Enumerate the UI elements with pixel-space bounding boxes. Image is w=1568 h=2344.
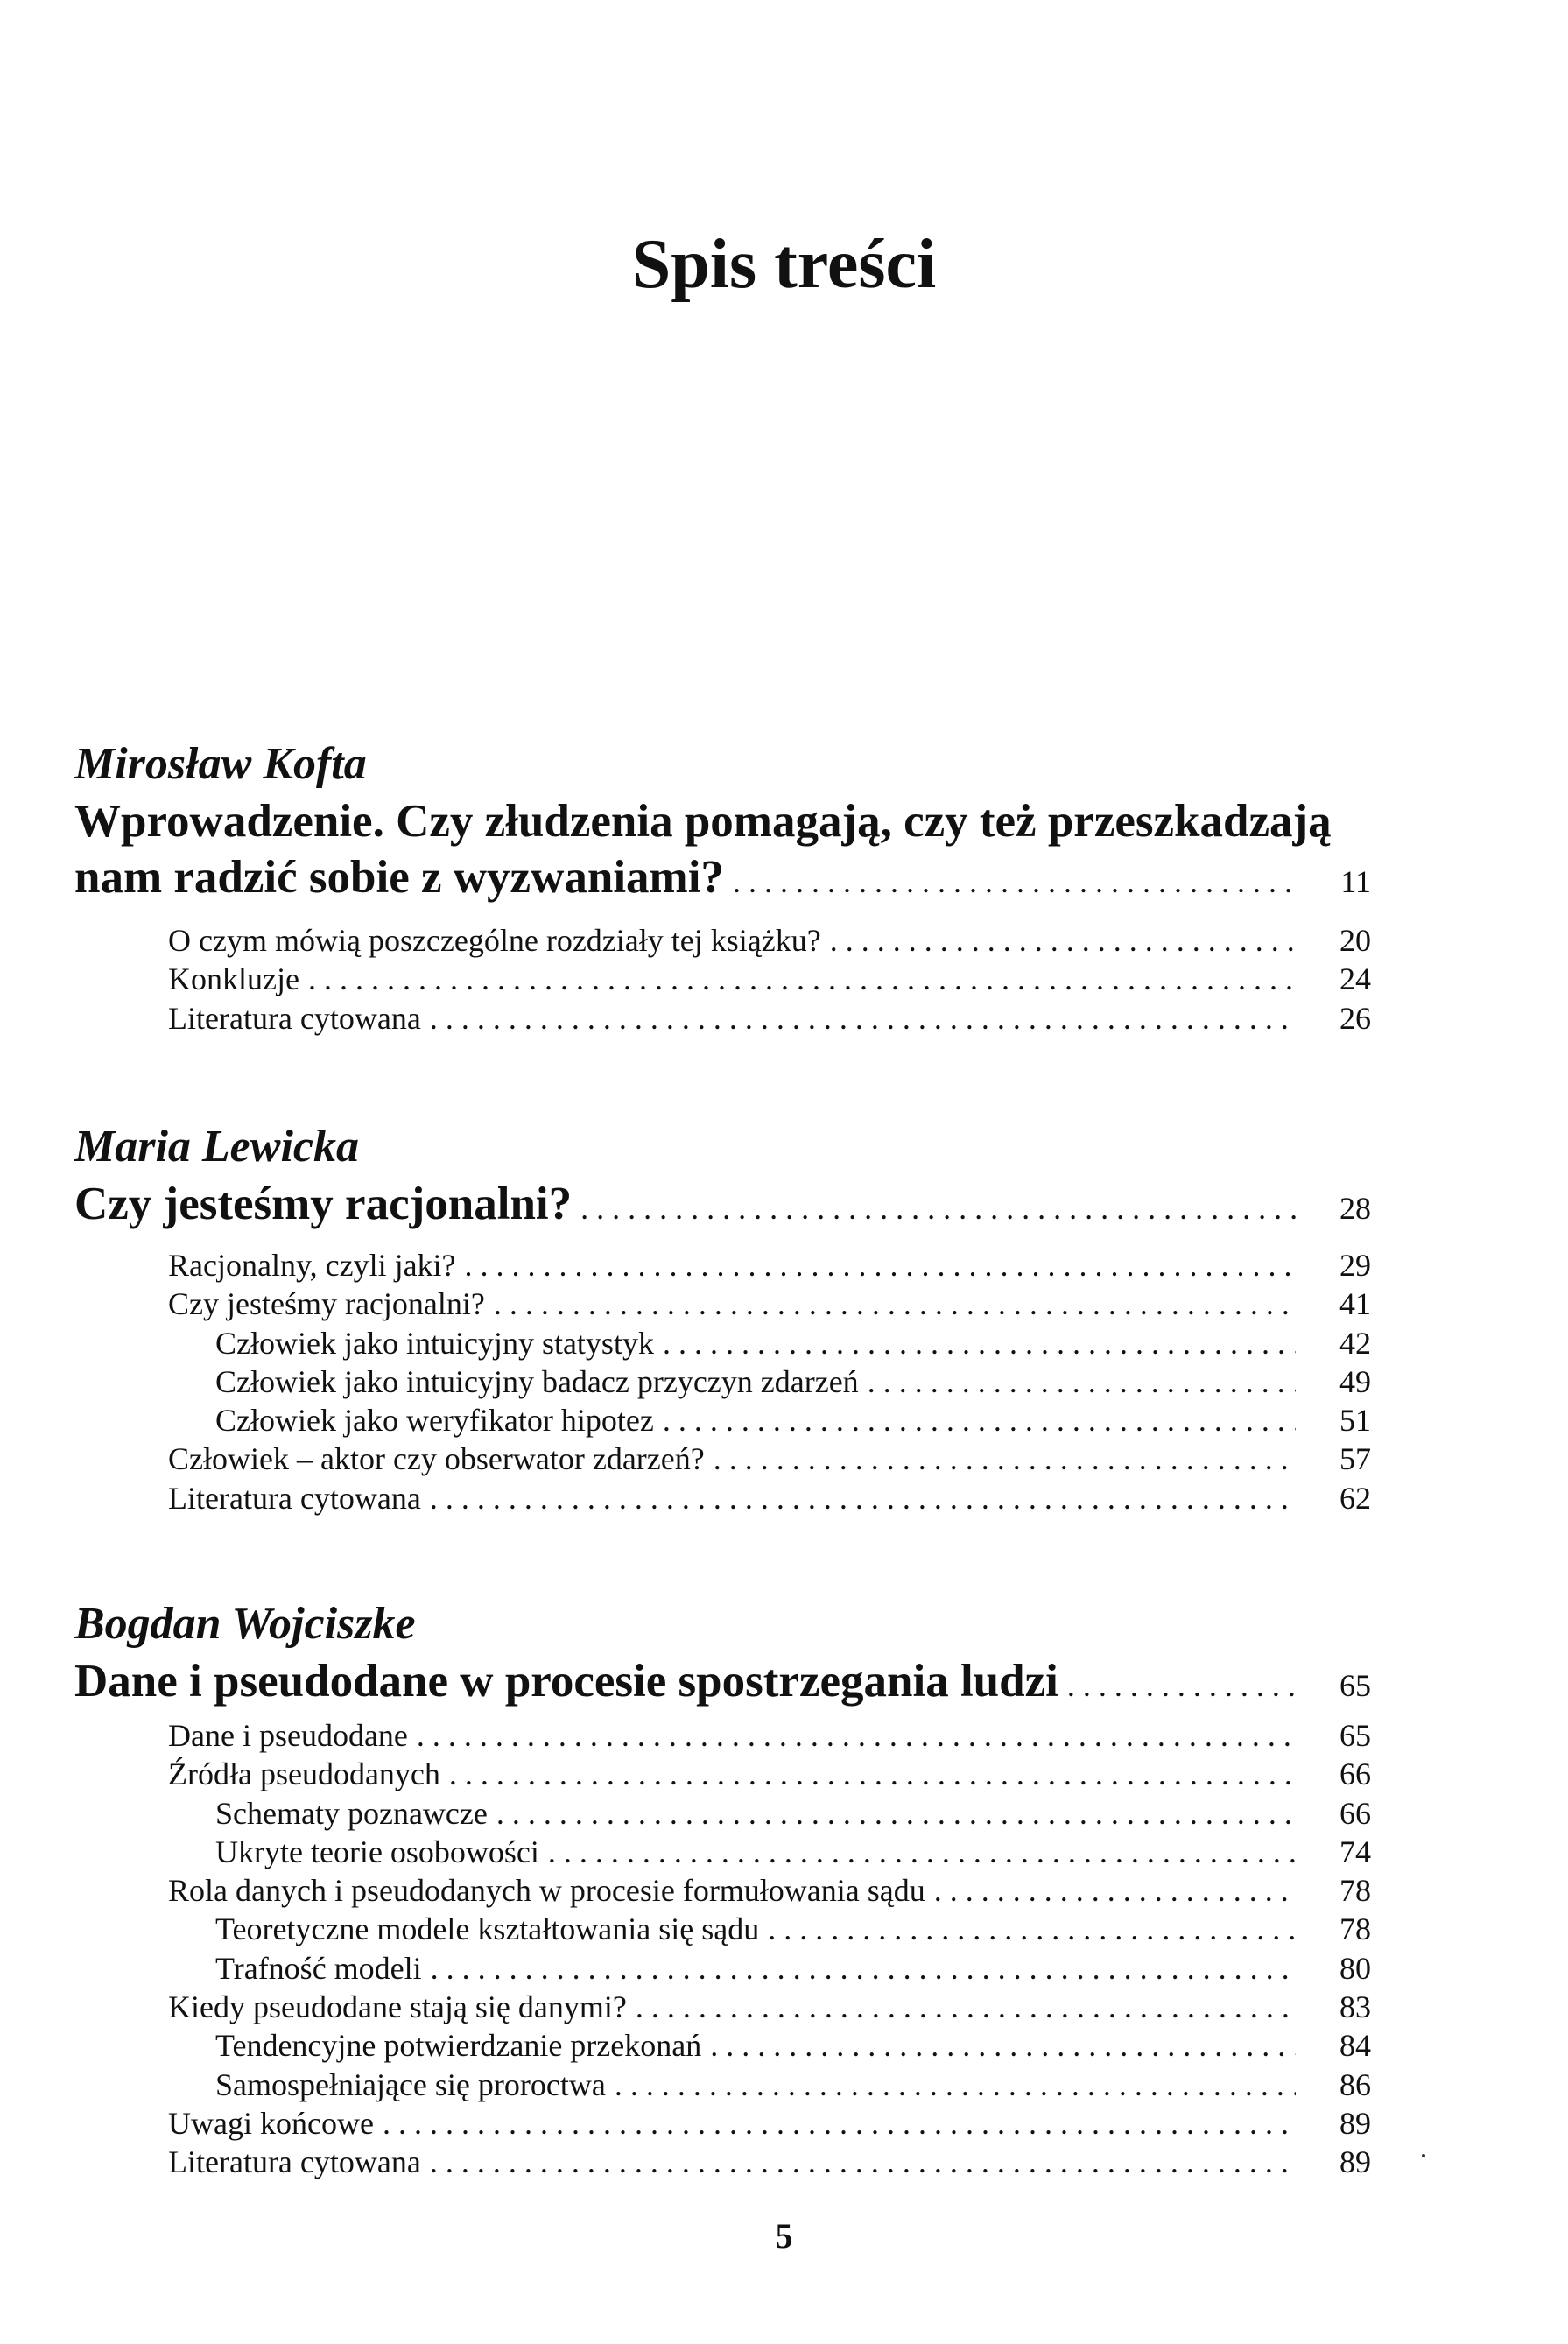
entry-page-number: 66 bbox=[1339, 1795, 1371, 1831]
leader-dots bbox=[580, 1180, 1296, 1236]
leader-dots bbox=[934, 1871, 1296, 1910]
entry-title: Konkluzje bbox=[168, 961, 299, 997]
entry-title: Czy jesteśmy racjonalni? bbox=[168, 1286, 485, 1322]
entry-title: Kiedy pseudodane stają się danymi? bbox=[168, 1989, 627, 2025]
leader-dots bbox=[868, 1362, 1296, 1401]
toc-subentry[interactable] bbox=[74, 1949, 1371, 1988]
entry-title: Literatura cytowana bbox=[168, 1480, 421, 1516]
entry-title: Człowiek jako intuicyjny statystyk bbox=[215, 1325, 654, 1361]
toc-subentry[interactable] bbox=[74, 1401, 1371, 1439]
section-author: Maria Lewicka bbox=[74, 1122, 359, 1172]
leader-dots bbox=[615, 2066, 1296, 2104]
entry-page-number: 51 bbox=[1339, 1403, 1371, 1439]
entry-title: Człowiek – aktor czy obserwator zdarzeń? bbox=[168, 1441, 705, 1477]
entry-title: Człowiek jako weryfikator hipotez bbox=[215, 1403, 654, 1439]
toc-subentry[interactable] bbox=[74, 1910, 1371, 1948]
entry-title: Dane i pseudodane bbox=[168, 1718, 408, 1753]
leader-dots bbox=[430, 999, 1296, 1038]
entry-title: Teoretyczne modele kształtowania się sądu bbox=[215, 1911, 760, 1947]
entry-title: Tendencyjne potwierdzanie przekonań bbox=[215, 2028, 702, 2064]
entry-page-number: 49 bbox=[1339, 1363, 1371, 1399]
entry-page-number: 78 bbox=[1339, 1873, 1371, 1909]
entry-page-number: 57 bbox=[1339, 1441, 1371, 1477]
entry-page-number: 65 bbox=[1339, 1718, 1371, 1753]
entry-page-number: 42 bbox=[1339, 1325, 1371, 1361]
toc-section bbox=[74, 1595, 1371, 2182]
toc-entry[interactable] bbox=[74, 1716, 1371, 1755]
toc-subentry[interactable] bbox=[74, 1794, 1371, 1833]
entry-page-number: 29 bbox=[1339, 1248, 1371, 1283]
entry-page-number: 86 bbox=[1339, 2066, 1371, 2102]
toc-entry[interactable] bbox=[74, 1479, 1371, 1517]
entry-title: O czym mówią poszczególne rozdziały tej książku? bbox=[168, 923, 821, 958]
toc-entry[interactable] bbox=[74, 1755, 1371, 1793]
chapter-page-number: 28 bbox=[1339, 1191, 1371, 1226]
entry-title: Źródła pseudodanych bbox=[168, 1756, 440, 1792]
toc-entry[interactable] bbox=[74, 1871, 1371, 1910]
toc-subentry[interactable] bbox=[74, 1833, 1371, 1871]
entry-title: Człowiek jako intuicyjny badacz przyczyn zdarzeń bbox=[215, 1363, 859, 1399]
toc-entry[interactable] bbox=[74, 1285, 1371, 1323]
entry-page-number: 74 bbox=[1339, 1834, 1371, 1869]
section-author: Mirosław Kofta bbox=[74, 739, 367, 789]
toc-entry[interactable] bbox=[74, 1439, 1371, 1478]
chapter-title-line[interactable] bbox=[74, 849, 1371, 905]
leader-dots bbox=[830, 921, 1296, 960]
entry-title: Trafność modeli bbox=[215, 1950, 422, 1986]
leader-dots bbox=[431, 1949, 1296, 1988]
chapter-title-text: nam radzić sobie z wyzwaniami? bbox=[74, 852, 724, 903]
entry-title: Literatura cytowana bbox=[168, 1000, 421, 1036]
chapter-title-line[interactable] bbox=[74, 1653, 1371, 1709]
leader-dots bbox=[417, 1716, 1296, 1755]
leader-dots bbox=[465, 1246, 1296, 1285]
leader-dots bbox=[308, 960, 1296, 998]
chapter-title-line[interactable] bbox=[74, 793, 1371, 849]
entry-title: Rola danych i pseudodanych w procesie formułowania sądu bbox=[168, 1873, 925, 1909]
entry-page-number: 20 bbox=[1339, 923, 1371, 958]
chapter-page-number: 11 bbox=[1340, 864, 1371, 899]
entry-page-number: 89 bbox=[1339, 2105, 1371, 2141]
entry-page-number: 66 bbox=[1339, 1756, 1371, 1792]
chapter-page-number: 65 bbox=[1339, 1668, 1371, 1703]
entry-page-number: 26 bbox=[1339, 1000, 1371, 1036]
entry-page-number: 89 bbox=[1339, 2144, 1371, 2180]
toc-subentry[interactable] bbox=[74, 1324, 1371, 1362]
page-title: Spis treści bbox=[631, 226, 937, 303]
leader-dots bbox=[636, 1988, 1296, 2026]
toc-entry[interactable] bbox=[74, 921, 1371, 960]
entry-page-number: 80 bbox=[1339, 1950, 1371, 1986]
leader-dots bbox=[548, 1833, 1296, 1871]
leader-dots bbox=[496, 1794, 1296, 1833]
entry-page-number: 62 bbox=[1339, 1480, 1371, 1516]
leader-dots bbox=[663, 1324, 1296, 1362]
entry-page-number: 78 bbox=[1339, 1911, 1371, 1947]
leader-dots bbox=[383, 2104, 1296, 2143]
toc-subentry[interactable] bbox=[74, 2066, 1371, 2104]
page-number: 5 bbox=[775, 2216, 793, 2256]
section-author: Bogdan Wojciszke bbox=[74, 1599, 416, 1649]
entry-title: Ukryte teorie osobowości bbox=[215, 1834, 539, 1869]
entry-title: Schematy poznawcze bbox=[215, 1795, 488, 1831]
leader-dots bbox=[430, 1479, 1296, 1517]
entry-title: Samospełniające się proroctwa bbox=[215, 2066, 606, 2102]
leader-dots bbox=[430, 2143, 1296, 2181]
scan-speck bbox=[1422, 2154, 1425, 2157]
entry-page-number: 41 bbox=[1339, 1286, 1371, 1322]
toc-entry[interactable] bbox=[74, 1988, 1371, 2026]
toc-section bbox=[74, 1118, 1371, 1517]
leader-dots bbox=[449, 1755, 1296, 1793]
leader-dots bbox=[494, 1285, 1296, 1323]
toc-entry[interactable] bbox=[74, 999, 1371, 1038]
entry-title: Racjonalny, czyli jaki? bbox=[168, 1248, 456, 1283]
leader-dots bbox=[663, 1401, 1296, 1439]
entry-page-number: 24 bbox=[1339, 961, 1371, 997]
leader-dots bbox=[733, 854, 1296, 910]
chapter-title-text: Czy jesteśmy racjonalni? bbox=[74, 1179, 573, 1229]
toc-subentry[interactable] bbox=[74, 2026, 1371, 2065]
chapter-title-text: Wprowadzenie. Czy złudzenia pomagają, czy też przeszkadzają bbox=[74, 796, 1332, 847]
entry-title: Uwagi końcowe bbox=[168, 2105, 374, 2141]
leader-dots bbox=[710, 2026, 1296, 2065]
toc-section bbox=[74, 736, 1371, 1038]
chapter-title-text: Dane i pseudodane w procesie spostrzegania ludzi bbox=[74, 1656, 1058, 1707]
leader-dots bbox=[1067, 1658, 1296, 1714]
leader-dots bbox=[714, 1439, 1296, 1478]
toc-entry[interactable] bbox=[74, 2143, 1371, 2181]
toc-entry[interactable] bbox=[74, 2104, 1371, 2143]
entry-title: Literatura cytowana bbox=[168, 2144, 421, 2180]
chapter-title-line[interactable] bbox=[74, 1176, 1371, 1232]
toc-entry[interactable] bbox=[74, 1246, 1371, 1285]
leader-dots bbox=[768, 1910, 1296, 1948]
toc-subentry[interactable] bbox=[74, 1362, 1371, 1401]
entry-page-number: 84 bbox=[1339, 2028, 1371, 2064]
entry-page-number: 83 bbox=[1339, 1989, 1371, 2025]
toc-entry[interactable] bbox=[74, 960, 1371, 998]
